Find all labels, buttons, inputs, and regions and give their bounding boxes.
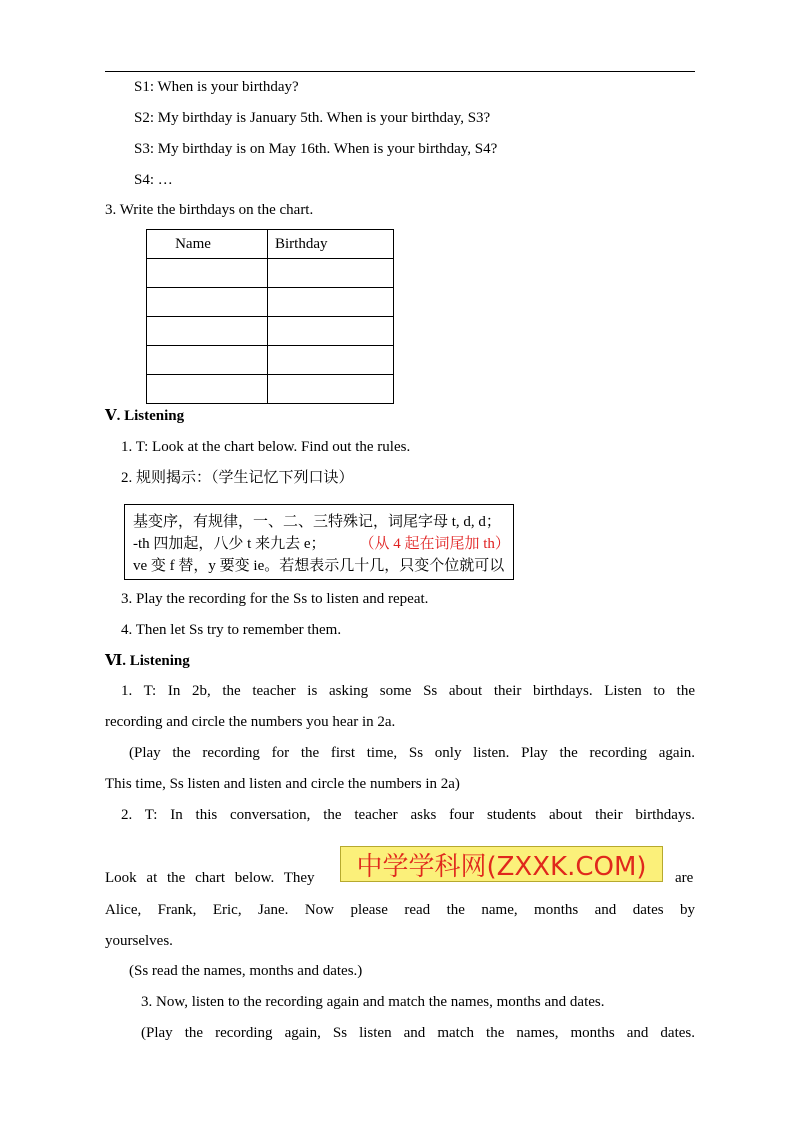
dialogue-line-s4: S4: …: [134, 172, 173, 188]
rules-line-3: ve 变 f 替，y 要变 ie。若想表示几十几，只变个位就可以: [133, 558, 505, 574]
dialogue-line-s1: S1: When is your birthday?: [134, 79, 299, 95]
table-header-birthday: Birthday: [268, 230, 394, 259]
section-5-item-2: 2. 规则揭示：（学生记忆下列口诀）: [121, 470, 354, 486]
mnemonic-rules-box: [124, 504, 514, 580]
header-rule: [105, 71, 695, 72]
section-6-paragraph-3-line-4: yourselves.: [105, 933, 173, 949]
table-cell: [147, 317, 268, 346]
dialogue-line-s2: S2: My birthday is January 5th. When is your birthday, S3?: [134, 110, 491, 126]
table-row: [147, 259, 394, 288]
rules-line-2-note: （从 4 起在词尾加 th）: [359, 536, 510, 552]
table-row: [147, 317, 394, 346]
table-row: [147, 288, 394, 317]
watermark-logo: [340, 846, 663, 882]
rules-line-2: [133, 533, 513, 555]
table-row: [147, 375, 394, 404]
table-cell: [268, 375, 394, 404]
section-6-paragraph-3-line-1: 2. T: In this conversation, the teacher asks four students about their birthdays.: [121, 807, 695, 823]
table-row: [147, 346, 394, 375]
section-5-item-4: 4. Then let Ss try to remember them.: [121, 622, 342, 638]
table-cell: [268, 346, 394, 375]
table-cell: [147, 375, 268, 404]
section-6-paragraph-6: (Play the recording again, Ss listen and match the names, months and dates.: [141, 1025, 695, 1041]
step-3-instruction: 3. Write the birthdays on the chart.: [105, 202, 314, 218]
table-header-name: Name: [147, 230, 268, 259]
section-5-item-3: 3. Play the recording for the Ss to listen and repeat.: [121, 591, 429, 607]
table-header-row: [147, 230, 394, 259]
watermark-text: 中学学科网(ZXXK.COM): [356, 851, 647, 882]
table-cell: [268, 317, 394, 346]
section-6-paragraph-3-line-3: Alice, Frank, Eric, Jane. Now please read the name, months and dates by: [105, 902, 695, 918]
section-6-paragraph-2-line-1: (Play the recording for the first time, Ss only listen. Play the recording again.: [129, 745, 695, 761]
table-cell: [268, 259, 394, 288]
table-cell: [147, 288, 268, 317]
section-6-paragraph-1-line-1: 1. T: In 2b, the teacher is asking some Ss about their birthdays. Listen to the: [121, 683, 695, 699]
table-cell: [147, 346, 268, 375]
section-6-paragraph-3-line-2-right: are: [675, 870, 694, 886]
table-cell: [147, 259, 268, 288]
section-6-paragraph-4: (Ss read the names, months and dates.): [129, 963, 363, 979]
rules-line-1: 基变序，有规律，一、二、三特殊记，词尾字母 t, d, d；: [133, 514, 501, 530]
table-cell: [268, 288, 394, 317]
section-6-paragraph-3-line-2-left: Look at the chart below. They: [105, 870, 315, 886]
section-5-item-1: 1. T: Look at the chart below. Find out the rules.: [121, 439, 411, 455]
section-6-title: Ⅵ. Listening: [105, 653, 190, 669]
section-6-paragraph-1-line-2: recording and circle the numbers you hear in 2a.: [105, 714, 396, 730]
birthday-chart-table: [146, 229, 394, 404]
section-5-title: Ⅴ. Listening: [105, 408, 185, 424]
section-6-paragraph-5: 3. Now, listen to the recording again and match the names, months and dates.: [141, 994, 605, 1010]
rules-line-2-text: -th 四加起，八少 t 来九去 e；: [133, 536, 326, 552]
section-6-paragraph-2-line-2: This time, Ss listen and listen and circle the numbers in 2a): [105, 776, 460, 792]
dialogue-line-s3: S3: My birthday is on May 16th. When is your birthday, S4?: [134, 141, 498, 157]
